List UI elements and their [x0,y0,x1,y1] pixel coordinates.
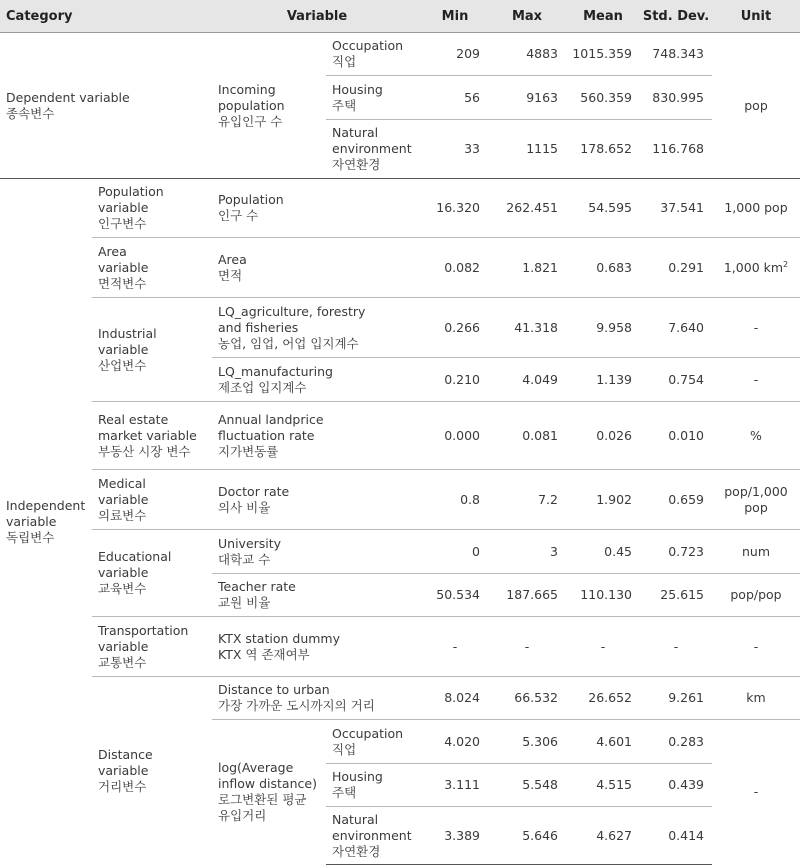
independent-category: Independent variable 독립변수 [0,179,92,865]
mean-cell: - [566,617,640,677]
variable-label: LQ_manufacturing 제조업 입지계수 [212,358,422,402]
table-row [0,238,800,298]
unit-cell: - [712,298,800,358]
std-cell: 0.283 [640,720,712,764]
min-cell: 0 [422,530,488,574]
max-cell: 262.451 [488,179,566,238]
unit-cell: - [712,358,800,402]
mean-cell: 4.627 [566,807,640,865]
variable-label: LQ_agriculture, forestry and fisheries 농업, 임업, 어업 입지계수 [212,298,422,358]
sub-category: Population variable 인구변수 [92,179,212,238]
min-cell: 16.320 [422,179,488,238]
min-cell: 50.534 [422,574,488,617]
mean-cell: 110.130 [566,574,640,617]
sub-category: Transportation variable 교통변수 [92,617,212,677]
std-cell: 0.439 [640,764,712,807]
sub-category: Industrial variable 산업변수 [92,298,212,402]
row-label: Natural environment 자연환경 [326,807,422,865]
header-max: Max [488,0,566,33]
mean-cell: 4.515 [566,764,640,807]
unit-cell: num [712,530,800,574]
mean-cell: 1.139 [566,358,640,402]
row-label: Occupation 직업 [326,720,422,764]
row-label: Housing 주택 [326,76,422,120]
mean-cell: 178.652 [566,120,640,179]
table-row [0,298,800,358]
max-cell: 3 [488,530,566,574]
min-cell: 56 [422,76,488,120]
sub-category: Distance variable 거리변수 [92,677,212,865]
variable-label: Doctor rate 의사 비율 [212,470,422,530]
std-cell: 37.541 [640,179,712,238]
unit-cell: 1,000 pop [712,179,800,238]
row-label: Housing 주택 [326,764,422,807]
std-cell: - [640,617,712,677]
min-cell: 3.389 [422,807,488,865]
max-cell: 0.081 [488,402,566,470]
sub-category: Medical variable 의료변수 [92,470,212,530]
header-category: Category [0,0,212,33]
min-cell: 209 [456,46,480,61]
table-row [0,677,800,720]
header-row [0,0,800,33]
sub-category: Area variable 면적변수 [92,238,212,298]
std-cell: 0.414 [640,807,712,865]
std-cell: 25.615 [640,574,712,617]
unit-cell: pop [744,97,768,113]
header-min: Min [422,0,488,33]
std-cell: 0.291 [640,238,712,298]
max-cell: 41.318 [488,298,566,358]
max-cell: 187.665 [488,574,566,617]
variable-label: Teacher rate 교원 비율 [212,574,422,617]
std-cell: 830.995 [640,76,712,120]
std-cell: 0.754 [640,358,712,402]
max-cell: - [488,617,566,677]
std-cell: 116.768 [640,120,712,179]
max-cell: 9163 [488,76,566,120]
min-cell: 0.082 [422,238,488,298]
max-cell: 4.049 [488,358,566,402]
max-cell: 1115 [488,120,566,179]
unit-cell: km [712,677,800,720]
mean-cell: 0.683 [566,238,640,298]
unit-cell: % [712,402,800,470]
row-label: Natural environment 자연환경 [326,120,422,179]
max-cell: 5.646 [488,807,566,865]
std-cell: 0.659 [640,470,712,530]
mean-cell: 4.601 [566,720,640,764]
unit-cell: pop/pop [712,574,800,617]
table-row [0,470,800,530]
unit-cell: 1,000 $km^2$ [712,238,800,298]
max-cell: 5.548 [488,764,566,807]
unit-cell: - [712,617,800,677]
std-cell: 7.640 [640,298,712,358]
table-row [0,617,800,677]
max-cell: 4883 [526,46,558,61]
min-cell: 0.210 [422,358,488,402]
table-row [0,179,800,238]
max-cell: 1.821 [488,238,566,298]
std-cell: 0.723 [640,530,712,574]
log-distance-label: log(Average inflow distance) 로그변환된 평균 유입거리 [212,720,326,865]
min-cell: 0.8 [422,470,488,530]
mean-cell: 9.958 [566,298,640,358]
min-cell: 8.024 [422,677,488,720]
sub-category: Real estate market variable 부동산 시장 변수 [92,402,212,470]
mean-cell: 54.595 [566,179,640,238]
std-cell: 9.261 [640,677,712,720]
mean-cell: 560.359 [566,76,640,120]
sub-category: Educational variable 교육변수 [92,530,212,617]
header-std: Std. Dev. [640,0,712,33]
variable-label: KTX station dummy KTX 역 존재여부 [212,617,422,677]
table-row [0,33,800,76]
unit-cell: pop/1,000 pop [712,470,800,530]
min-cell: 33 [422,120,488,179]
table-row [0,530,800,574]
table-row [0,402,800,470]
std-cell: 0.010 [640,402,712,470]
variable-label: Population 인구 수 [212,179,422,238]
min-cell: 0.266 [422,298,488,358]
max-cell: 7.2 [488,470,566,530]
unit-cell: - [712,720,800,865]
min-cell: 4.020 [422,720,488,764]
incoming-population-label: Incoming population 유입인구 수 [218,81,285,129]
mean-cell: 26.652 [566,677,640,720]
min-cell: 3.111 [422,764,488,807]
row-label: Occupation 직업 [332,38,404,69]
variable-label: Annual landprice fluctuation rate 지가변동률 [212,402,422,470]
mean-cell: 0.026 [566,402,640,470]
header-variable: Variable [212,0,422,33]
mean-cell: 0.45 [566,530,640,574]
std-cell: 748.343 [652,46,704,61]
header-mean: Mean [566,0,640,33]
dependent-category: Dependent variable 종속변수 [6,89,130,121]
header-unit: Unit [712,0,800,33]
variable-label: Area 면적 [212,238,422,298]
max-cell: 5.306 [488,720,566,764]
variable-label: Distance to urban 가장 가까운 도시까지의 거리 [212,677,422,720]
mean-cell: 1015.359 [572,46,632,61]
max-cell: 66.532 [488,677,566,720]
variable-label: University 대학교 수 [212,530,422,574]
min-cell: - [422,617,488,677]
min-cell: 0.000 [422,402,488,470]
mean-cell: 1.902 [566,470,640,530]
